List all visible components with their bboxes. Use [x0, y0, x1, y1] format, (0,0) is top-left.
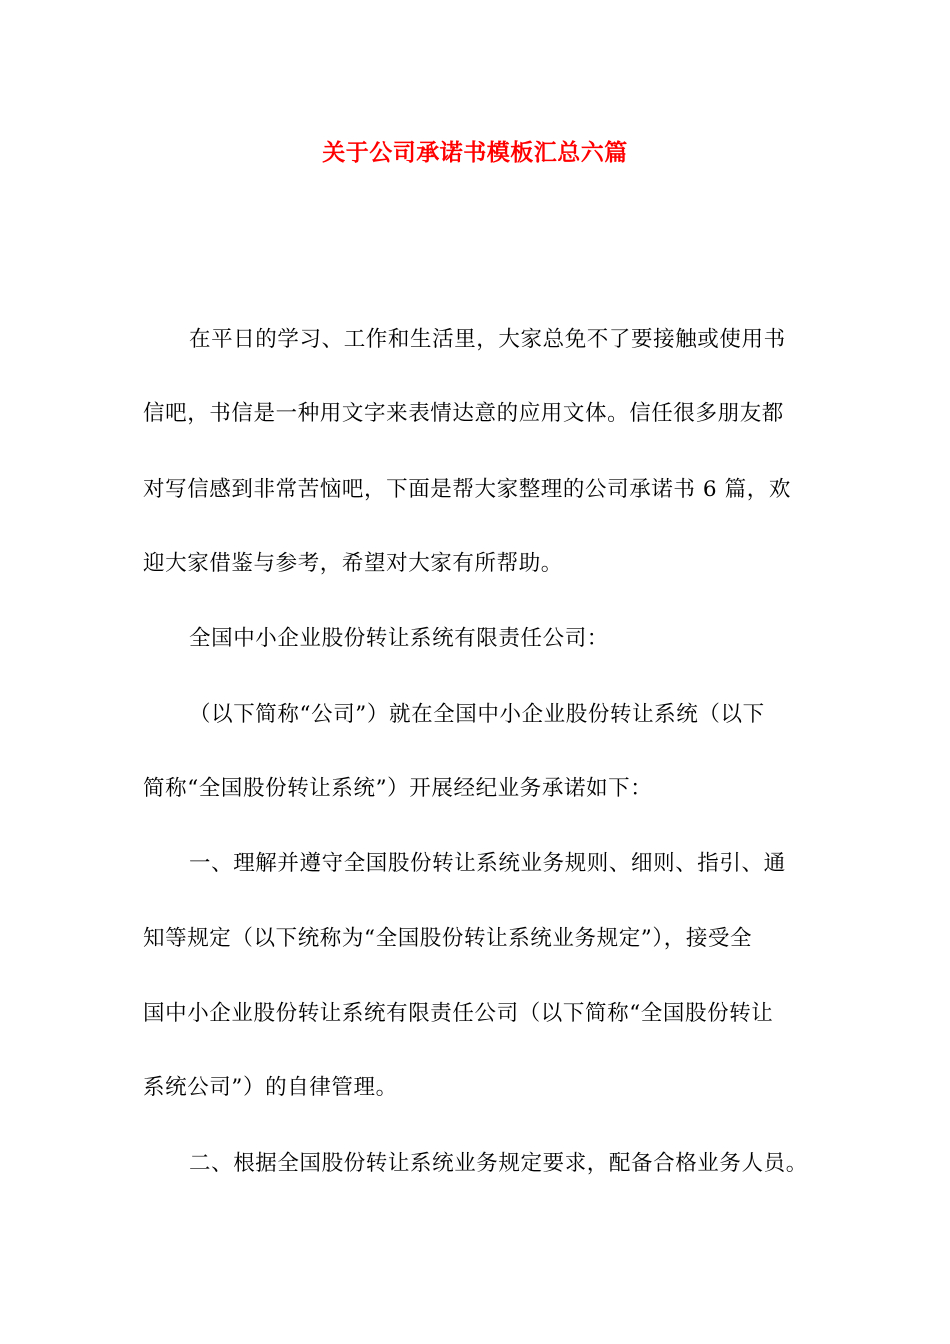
body-line: 对写信感到非常苦恼吧，下面是帮大家整理的公司承诺书 6 篇，欢 [143, 477, 791, 502]
body-line: 信吧，书信是一种用文字来表情达意的应用文体。信任很多朋友都 [143, 401, 784, 426]
body-line: 迎大家借鉴与参考，希望对大家有所帮助。 [143, 551, 563, 576]
body-line: 一、理解并遵守全国股份转让系统业务规则、细则、指引、通 [189, 851, 786, 876]
body-line: 国中小企业股份转让系统有限责任公司（以下简称“全国股份转让 [143, 1001, 774, 1026]
body-line: 简称“全国股份转让系统”）开展经纪业务承诺如下： [143, 776, 653, 801]
body-line: 在平日的学习、工作和生活里，大家总免不了要接触或使用书 [189, 327, 786, 352]
body-line: 知等规定（以下统称为“全国股份转让系统业务规定”），接受全 [143, 926, 753, 951]
body-line: （以下简称“公司”）就在全国中小企业股份转让系统（以下 [189, 702, 765, 727]
document-title: 关于公司承诺书模板汇总六篇 [322, 139, 628, 166]
body-line: 二、根据全国股份转让系统业务规定要求，配备合格业务人员。 [189, 1151, 808, 1176]
body-line: 系统公司”）的自律管理。 [143, 1075, 398, 1100]
body-line: 全国中小企业股份转让系统有限责任公司： [189, 626, 609, 651]
